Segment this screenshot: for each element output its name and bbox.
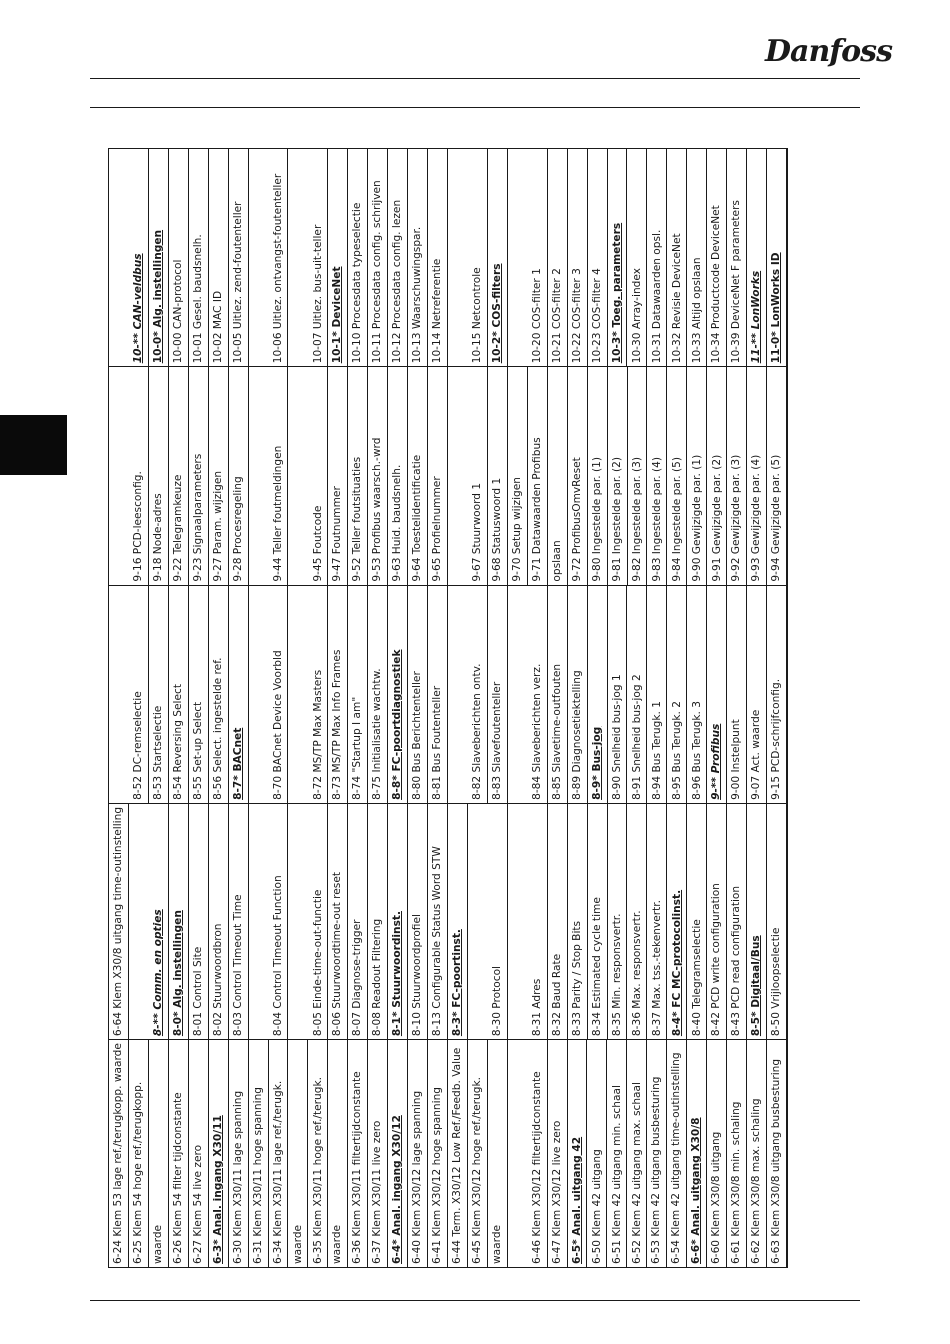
table-cell: 8-40 Telegramselectie — [687, 804, 707, 1039]
table-cell: 10-22 COS-filter 3 — [568, 149, 588, 366]
table-cell: 6-51 Klem 42 uitgang min. schaal — [607, 1040, 627, 1267]
table-cell: 6-54 Klem 42 uitgang time-outinstelling — [667, 1040, 687, 1267]
table-cell: 10-20 COS-filter 1 — [508, 149, 548, 366]
table-cell: waarde — [328, 1040, 348, 1267]
table-cell: 9-82 Ingestelde par. (3) — [628, 367, 648, 584]
table-cell: 6-31 Klem X30/11 hoge spanning — [249, 1040, 269, 1267]
section-heading: 8-3* FC-poortinst. — [448, 804, 468, 1039]
table-cell: 8-94 Bus Terugk. 1 — [647, 586, 667, 803]
table-cell: 6-52 Klem 42 uitgang max. schaal — [627, 1040, 647, 1267]
table-cell: 8-42 PCD write configuration — [707, 804, 727, 1039]
table-cell: 10-05 Uitlez. zend-foutenteller — [229, 149, 249, 366]
table-cell: 9-23 Signaalparameters — [189, 367, 209, 584]
table-cell: 6-63 Klem X30/8 uitgang busbesturing — [767, 1040, 787, 1267]
table-cell: 8-03 Control Timeout Time — [229, 804, 249, 1039]
table-cell: 9-72 ProfibusOmvReset — [568, 367, 588, 584]
section-heading: 6-3* Anal. ingang X30/11 — [209, 1040, 229, 1267]
table-cell: 8-84 Slaveberichten verz. — [508, 586, 548, 803]
section-heading: 6-5* Anal. uitgang 42 — [568, 1040, 588, 1267]
rotated-parameter-table — [108, 148, 788, 1268]
table-cell: 8-35 Min. responsvertr. — [608, 804, 628, 1039]
table-cell: 9-16 PCD-leesconfig. — [109, 367, 149, 584]
table-cell: 9-93 Gewijzigde par. (4) — [747, 367, 767, 584]
table-cell: 9-53 Profibus waarsch.-wrd — [368, 367, 388, 584]
table-cell: 9-15 PCD-schrijfconfig. — [767, 586, 787, 803]
table-column-3 — [109, 585, 787, 803]
table-cell: 8-34 Estimated cycle time — [588, 804, 608, 1039]
table-cell: waarde — [488, 1040, 508, 1267]
table-cell: 9-90 Gewijzigde par. (1) — [687, 367, 707, 584]
table-cell: 8-36 Max. responsvertr. — [627, 804, 647, 1039]
table-cell: 9-68 Statuswoord 1 — [488, 367, 508, 584]
table-cell: 10-10 Procesdata typeselectie — [348, 149, 368, 366]
table-cell: 6-61 Klem X30/8 min. schaling — [727, 1040, 747, 1267]
table-cell: 8-32 Baud Rate — [548, 804, 568, 1039]
table-cell: 8-52 DC-remselectie — [109, 586, 149, 803]
table-cell: 6-40 Klem X30/12 lage spanning — [408, 1040, 428, 1267]
table-cell: 9-92 Gewijzigde par. (3) — [727, 367, 747, 584]
table-cell: 9-45 Foutcode — [288, 367, 328, 584]
table-cell: 8-05 Einde-time-out-functie — [288, 804, 328, 1039]
table-cell: 6-46 Klem X30/12 filtertijdconstante — [508, 1040, 548, 1267]
table-cell: 9-22 Telegramkeuze — [169, 367, 189, 584]
table-cell: 8-75 Initialisatie wachtw. — [368, 586, 388, 803]
table-cell: 8-85 Slavetime-outfouten — [548, 586, 568, 803]
table-cell: 6-25 Klem 54 hoge ref./terugkopp. — [129, 1040, 149, 1267]
table-cell: 8-95 Bus Terugk. 2 — [667, 586, 687, 803]
table-cell: 10-23 COS-filter 4 — [588, 149, 608, 366]
table-cell: 9-44 Teller foutmeldingen — [249, 367, 289, 584]
table-cell: 9-27 Param. wijzigen — [209, 367, 229, 584]
table-cell: 9-94 Gewijzigde par. (5) — [767, 367, 787, 584]
section-heading: 10-0* Alg. instellingen — [149, 149, 169, 366]
table-cell: 10-30 Array-index — [627, 149, 647, 366]
section-heading: 11-** LonWorks — [747, 149, 767, 366]
table-cell: 9-18 Node-adres — [149, 367, 169, 584]
table-cell: 6-60 Klem X30/8 uitgang — [707, 1040, 727, 1267]
table-cell: 8-04 Control Timeout Function — [249, 804, 289, 1039]
table-cell: 6-64 Klem X30/8 uitgang time-outinstelling — [109, 804, 129, 1039]
table-cell: 6-62 Klem X30/8 max. schaling — [747, 1040, 767, 1267]
table-cell: 9-80 Ingestelde par. (1) — [588, 367, 608, 584]
table-cell: 10-39 DeviceNet F parameters — [727, 149, 747, 366]
table-cell: 8-06 Stuurwoordtime-out reset — [328, 804, 348, 1039]
table-cell: 10-00 CAN-protocol — [169, 149, 189, 366]
table-cell: 6-36 Klem X30/11 filtertijdconstante — [348, 1040, 368, 1267]
table-cell: 9-07 Act. waarde — [747, 586, 767, 803]
table-cell: 8-83 Slavefoutenteller — [488, 586, 508, 803]
table-cell: 8-01 Control Site — [189, 804, 209, 1039]
table-cell: 8-55 Set-up Select — [189, 586, 209, 803]
header-rule-lower — [90, 107, 860, 108]
table-cell: 8-08 Readout Filtering — [368, 804, 388, 1039]
table-cell: 6-27 Klem 54 live zero — [189, 1040, 209, 1267]
table-cell: 10-31 Datawaarden opsl. — [647, 149, 667, 366]
table-cell: 10-32 Revisie DeviceNet — [667, 149, 687, 366]
section-heading: 10-3* Toeg. parameters — [608, 149, 628, 366]
section-heading: 8-** Comm. en opties — [129, 804, 169, 1039]
table-cell: 9-83 Ingestelde par. (4) — [647, 367, 667, 584]
table-column-2 — [109, 803, 787, 1039]
table-cell: 6-34 Klem X30/11 lage ref./terugk. — [269, 1040, 289, 1267]
table-cell: 9-47 Foutnummer — [328, 367, 348, 584]
footer-rule — [90, 1300, 860, 1301]
section-heading: 8-8* FC-poortdiagnostiek — [388, 586, 408, 803]
section-heading: 10-1* DeviceNet — [328, 149, 348, 366]
header-rule — [90, 78, 860, 79]
table-cell: 10-33 Altijd opslaan — [687, 149, 707, 366]
table-cell: 6-50 Klem 42 uitgang — [587, 1040, 607, 1267]
table-cell: 8-37 Max. tss.-tekenvertr. — [647, 804, 667, 1039]
table-cell: 8-33 Parity / Stop Bits — [568, 804, 588, 1039]
table-cell: 8-96 Bus Terugk. 3 — [687, 586, 707, 803]
table-cell: 8-73 MS/TP Max Info Frames — [328, 586, 348, 803]
table-cell: waarde — [288, 1040, 308, 1267]
table-cell: 6-30 Klem X30/11 lage spanning — [229, 1040, 249, 1267]
table-cell: 9-81 Ingestelde par. (2) — [608, 367, 628, 584]
table-cell: 8-82 Slaveberichten ontv. — [448, 586, 488, 803]
table-cell: 10-13 Waarschuwingspar. — [408, 149, 428, 366]
table-cell: 9-28 Procesregeling — [229, 367, 249, 584]
section-heading: 10-2* COS-filters — [488, 149, 508, 366]
table-cell: 10-21 COS-filter 2 — [548, 149, 568, 366]
table-cell: 8-91 Snelheid bus-jog 2 — [627, 586, 647, 803]
table-cell: 9-91 Gewijzigde par. (2) — [707, 367, 727, 584]
section-heading: 8-7* BACnet — [229, 586, 249, 803]
table-cell: 8-30 Protocol — [468, 804, 508, 1039]
table-cell: 9-67 Stuurwoord 1 — [448, 367, 488, 584]
table-cell: 9-71 Datawaarden Profibus — [528, 367, 548, 584]
section-heading: 8-9* Bus-jog — [588, 586, 608, 803]
table-cell: 10-02 MAC ID — [209, 149, 229, 366]
table-cell: 6-24 Klem 53 lage ref./terugkopp. waarde — [109, 1040, 129, 1267]
table-cell: 8-43 PCD read configuration — [727, 804, 747, 1039]
table-cell: 6-45 Klem X30/12 hoge ref./terugk. — [468, 1040, 488, 1267]
table-cell: 6-47 Klem X30/12 live zero — [548, 1040, 568, 1267]
table-cell: 9-52 Teller foutsituaties — [348, 367, 368, 584]
chapter-tab — [0, 415, 67, 475]
table-cell: 6-37 Klem X30/11 live zero — [368, 1040, 388, 1267]
table-column-5 — [109, 149, 787, 366]
table-cell: 8-02 Stuurwoordbron — [209, 804, 229, 1039]
table-cell: 6-26 Klem 54 filter tijdconstante — [169, 1040, 189, 1267]
table-cell: 8-89 Diagnosetiektelling — [568, 586, 588, 803]
table-cell: 10-06 Uitlez. ontvangst-foutenteller — [249, 149, 289, 366]
table-cell: 9-70 Setup wijzigen — [508, 367, 528, 584]
table-cell: 10-34 Productcode DeviceNet — [707, 149, 727, 366]
table-cell: opslaan — [548, 367, 568, 584]
danfoss-logo: Danfoss — [765, 34, 892, 69]
table-cell: 6-35 Klem X30/11 hoge ref./terugk. — [308, 1040, 328, 1267]
table-cell: 10-07 Uitlez. bus-uit-teller — [288, 149, 328, 366]
table-cell: 10-15 Netcontrole — [448, 149, 488, 366]
table-cell: 8-53 Startselectie — [149, 586, 169, 803]
table-column-4 — [109, 366, 787, 584]
table-cell: 10-11 Procesdata config. schrijven — [368, 149, 388, 366]
section-heading: 6-4* Anal. ingang X30/12 — [388, 1040, 408, 1267]
table-cell: 8-56 Select. ingestelde ref. — [209, 586, 229, 803]
table-cell: 8-31 Adres — [508, 804, 548, 1039]
section-heading: 6-6* Anal. uitgang X30/8 — [687, 1040, 707, 1267]
parameter-table — [108, 148, 788, 1268]
table-cell: 9-00 Instelpunt — [727, 586, 747, 803]
table-cell: 8-74 "Startup I am" — [348, 586, 368, 803]
table-cell: 8-50 Vrijloopselectie — [767, 804, 787, 1039]
table-cell: 6-44 Term. X30/12 Low Ref./Feedb. Value — [448, 1040, 468, 1267]
table-cell: 8-07 Diagnose-trigger — [348, 804, 368, 1039]
section-heading: 10-** CAN-veldbus — [109, 149, 149, 366]
table-cell: 9-84 Ingestelde par. (5) — [667, 367, 687, 584]
table-cell: 6-53 Klem 42 uitgang busbesturing — [647, 1040, 667, 1267]
table-cell: 10-12 Procesdata config. lezen — [388, 149, 408, 366]
section-heading: 9-** Profibus — [707, 586, 727, 803]
table-cell: 8-54 Reversing Select — [169, 586, 189, 803]
table-cell: 9-65 Profielnummer — [428, 367, 448, 584]
table-cell: 8-80 Bus Berichtenteller — [408, 586, 428, 803]
table-cell: waarde — [149, 1040, 169, 1267]
section-heading: 8-5* Digitaal/Bus — [747, 804, 767, 1039]
section-heading: 8-0* Alg. instellingen — [169, 804, 189, 1039]
table-cell: 8-72 MS/TP Max Masters — [288, 586, 328, 803]
table-column-1 — [109, 1039, 787, 1267]
table-cell: 6-41 Klem X30/12 hoge spanning — [428, 1040, 448, 1267]
table-cell: 10-14 Netreferentie — [428, 149, 448, 366]
table-cell: 8-70 BACnet Device Voorbld — [249, 586, 289, 803]
table-cell: 8-81 Bus Foutenteller — [428, 586, 448, 803]
section-heading: 8-1* Stuurwoordinst. — [388, 804, 408, 1039]
table-cell: 9-64 Toestelidentificatie — [408, 367, 428, 584]
table-cell: 8-90 Snelheid bus-jog 1 — [608, 586, 628, 803]
table-cell: 8-10 Stuurwoordprofiel — [408, 804, 428, 1039]
table-cell: 9-63 Huid. baudsnelh. — [388, 367, 408, 584]
section-heading: 11-0* LonWorks ID — [767, 149, 787, 366]
table-cell: 10-01 Gesel. baudsnelh. — [189, 149, 209, 366]
table-cell: 8-13 Configurable Status Word STW — [428, 804, 448, 1039]
section-heading: 8-4* FC MC-protocolinst. — [667, 804, 687, 1039]
